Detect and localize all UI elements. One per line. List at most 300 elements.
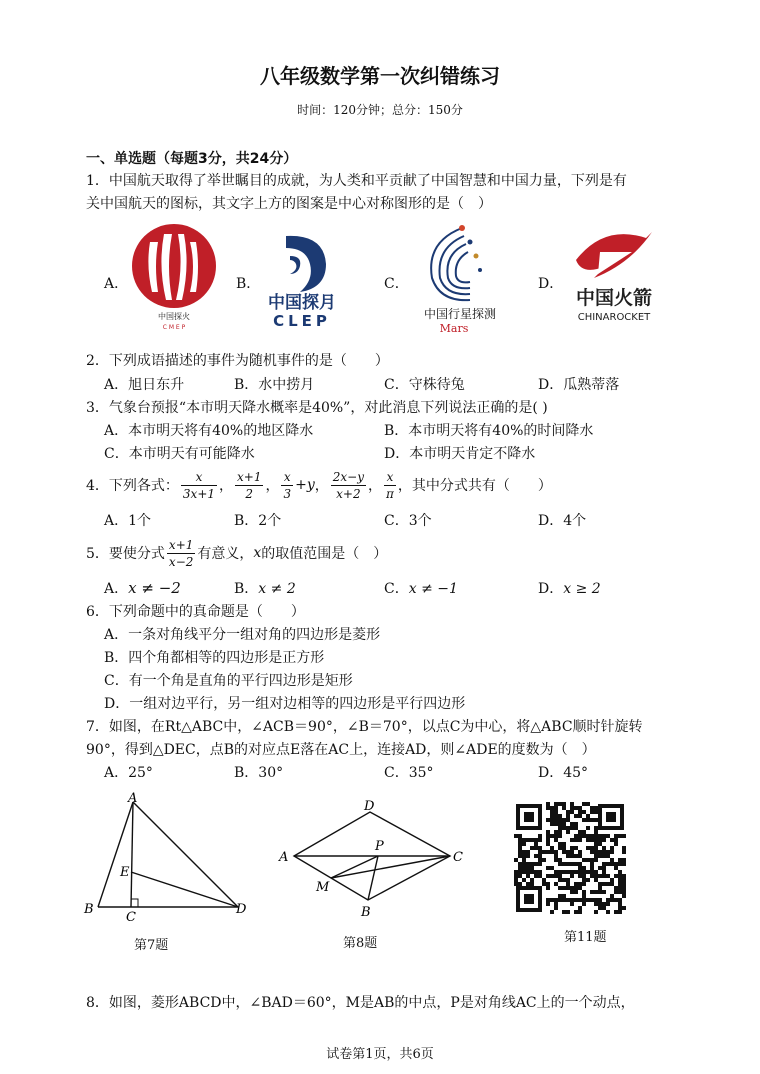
qr-module [550, 818, 554, 822]
qr-module [606, 862, 610, 866]
qr-module [590, 838, 594, 842]
qr-module [594, 902, 598, 906]
fig7-segment-ab [98, 802, 133, 907]
qr-module [610, 862, 614, 866]
qr-module [566, 830, 570, 834]
q2-stem: 2．下列成语描述的事件为随机事件的是（ ） [86, 353, 389, 369]
qr-module [590, 850, 594, 854]
q1-option-b: B． [236, 276, 261, 292]
qr-module [554, 822, 558, 826]
section-heading: 一、单选题（每题3分，共24分） [86, 151, 298, 167]
qr-module [594, 910, 598, 914]
qr-module [598, 890, 602, 894]
qr-module [566, 878, 570, 882]
qr-module [566, 886, 570, 890]
q3-option-b: B．本市明天将有40%的时间降水 [384, 423, 594, 439]
q6-option-c: C．有一个角是直角的平行四边形是矩形 [104, 673, 353, 689]
qr-module [594, 874, 598, 878]
fig8-segment-mc [331, 856, 450, 878]
qr-module [602, 890, 606, 894]
q5-mid: 有意义， [197, 546, 254, 562]
qr-module [518, 838, 522, 842]
qr-module [574, 854, 578, 858]
q7-option-c: C．35° [384, 765, 434, 781]
qr-module [622, 862, 626, 866]
qr-module [550, 822, 554, 826]
qr-module [618, 890, 622, 894]
qr-module [610, 898, 614, 902]
qr-module [590, 810, 594, 814]
qr-module [570, 854, 574, 858]
qr-module [578, 834, 582, 838]
q6-option-b: B．四个角都相等的四边形是正方形 [104, 650, 325, 666]
qr-module [546, 874, 550, 878]
qr-module [578, 886, 582, 890]
qr-module [538, 834, 542, 838]
qr-module [550, 846, 554, 850]
qr-module [554, 850, 558, 854]
qr-module [534, 870, 538, 874]
qr-module [590, 858, 594, 862]
qr-module [574, 870, 578, 874]
qr-module [562, 822, 566, 826]
qr-module [578, 910, 582, 914]
qr-module [534, 854, 538, 858]
qr-module [562, 886, 566, 890]
qr-module [590, 862, 594, 866]
qr-module [570, 902, 574, 906]
qr-module [558, 826, 562, 830]
qr-module [574, 838, 578, 842]
qr-module [554, 806, 558, 810]
qr-module [590, 846, 594, 850]
qr-module [574, 882, 578, 886]
qr-module [514, 874, 518, 878]
qr-module [546, 838, 550, 842]
qr-module [522, 854, 526, 858]
fig7-label-a: A [128, 791, 138, 806]
logo-china-rocket [560, 230, 670, 326]
qr-module [542, 882, 546, 886]
qr-module [582, 890, 586, 894]
qr-module [574, 822, 578, 826]
qr-module [594, 842, 598, 846]
qr-module [562, 826, 566, 830]
fig7-segment-ad [133, 802, 238, 907]
qr-module [518, 834, 522, 838]
qr-module [550, 810, 554, 814]
fig7-label-e: E [120, 865, 130, 880]
qr-module [570, 862, 574, 866]
qr-module [574, 890, 578, 894]
q6-option-d: D．一组对边平行，另一组对边相等的四边形是平行四边形 [104, 696, 466, 712]
logo-a-subtext: C M E P [162, 324, 186, 331]
qr-module [518, 874, 522, 878]
qr-module [578, 838, 582, 842]
qr-module [590, 806, 594, 810]
qr-module [598, 886, 602, 890]
qr-module [566, 814, 570, 818]
qr-module [546, 818, 550, 822]
qr-module [546, 898, 550, 902]
q4-fraction-4: $\frac{2x-y}{x+2}$ [332, 469, 365, 501]
qr-module [594, 890, 598, 894]
qr-module [582, 898, 586, 902]
qr-module [586, 826, 590, 830]
q2-option-c: C．守株待兔 [384, 377, 465, 393]
qr-module [518, 842, 522, 846]
qr-module [602, 834, 606, 838]
qr-module [562, 842, 566, 846]
qr-module [518, 854, 522, 858]
qr-module [550, 806, 554, 810]
figure-7 [78, 790, 258, 925]
q5-variable: x [253, 545, 262, 561]
qr-module [574, 898, 578, 902]
q4-option-c: C．3个 [384, 513, 432, 529]
qr-module [554, 810, 558, 814]
qr-module [566, 854, 570, 858]
qr-module [622, 890, 626, 894]
qr-module [582, 818, 586, 822]
page-footer: 试卷第1页，共6页 [326, 1047, 434, 1062]
qr-module [570, 822, 574, 826]
qr-module [590, 898, 594, 902]
qr-module [614, 834, 618, 838]
qr-module [598, 882, 602, 886]
qr-module [610, 858, 614, 862]
qr-module [534, 874, 538, 878]
qr-module [526, 870, 530, 874]
qr-module [622, 846, 626, 850]
fig7-label-d: D [236, 902, 247, 917]
qr-module [534, 862, 538, 866]
qr-module [570, 870, 574, 874]
qr-module [562, 862, 566, 866]
qr-module [570, 806, 574, 810]
qr-module [594, 806, 598, 810]
qr-module [562, 898, 566, 902]
qr-module [574, 806, 578, 810]
q3-option-a: A．本市明天将有40%的地区降水 [104, 423, 314, 439]
q4-fraction-1: $\frac{x}{3x+1}$ [182, 469, 216, 501]
qr-module [558, 870, 562, 874]
qr-module [570, 810, 574, 814]
qr-module [518, 850, 522, 854]
qr-module [554, 874, 558, 878]
qr-module [554, 834, 558, 838]
fig8-label-m: M [316, 880, 330, 895]
qr-module [526, 866, 530, 870]
figure-11-qr-code [514, 802, 626, 914]
qr-module [578, 814, 582, 818]
q7-option-b: B．30° [234, 765, 284, 781]
qr-module [622, 894, 626, 898]
qr-module [522, 838, 526, 842]
qr-module [606, 854, 610, 858]
qr-module [594, 854, 598, 858]
fig8-label-a: A [279, 850, 289, 865]
qr-module [514, 870, 518, 874]
qr-module [534, 842, 538, 846]
fig7-segment-ac [131, 802, 133, 907]
qr-module [602, 862, 606, 866]
fig7-label-b: B [84, 902, 94, 917]
qr-module [582, 830, 586, 834]
qr-module [602, 846, 606, 850]
qr-module [618, 910, 622, 914]
qr-module [578, 898, 582, 902]
q1-option-d: D． [538, 276, 564, 292]
qr-module [518, 870, 522, 874]
qr-module [614, 890, 618, 894]
qr-module [622, 886, 626, 890]
qr-module [554, 802, 558, 806]
qr-module [566, 910, 570, 914]
qr-module [558, 846, 562, 850]
qr-module [562, 910, 566, 914]
qr-module [590, 834, 594, 838]
qr-module [538, 854, 542, 858]
qr-module [594, 826, 598, 830]
qr-module [554, 814, 558, 818]
qr-module [602, 838, 606, 842]
qr-module [514, 878, 518, 882]
qr-module [514, 834, 518, 838]
q7-stem-line2: 90°，得到△DEC，点B的对应点E落在AC上，连接AD，则∠ADE的度数为（ ） [86, 742, 596, 758]
q2-option-d: D．瓜熟蒂落 [538, 377, 620, 393]
qr-module [610, 882, 614, 886]
qr-module [530, 878, 534, 882]
qr-module [618, 858, 622, 862]
qr-module [622, 906, 626, 910]
fig11-caption: 第11题 [564, 930, 607, 945]
qr-module [594, 834, 598, 838]
qr-module [582, 810, 586, 814]
qr-module [530, 846, 534, 850]
qr-module [538, 858, 542, 862]
qr-module [546, 806, 550, 810]
qr-module [594, 878, 598, 882]
qr-module [566, 870, 570, 874]
qr-module [550, 874, 554, 878]
qr-module [546, 850, 550, 854]
qr-module [582, 874, 586, 878]
q5-fraction: $\frac{x+1}{x-2}$ [168, 537, 194, 569]
qr-module [606, 874, 610, 878]
qr-module [558, 862, 562, 866]
qr-module [558, 822, 562, 826]
q5-option-d: D．x ≥ 2 [538, 581, 601, 597]
logo-b-subtext: CLEP [273, 312, 331, 330]
qr-module [546, 842, 550, 846]
qr-module [570, 846, 574, 850]
fig7-segment-ed [131, 872, 238, 907]
q8-stem-line1: 8．如图，菱形ABCD中，∠BAD＝60°，M是AB的中点，P是对角线AC上的一个动点， [86, 995, 635, 1011]
qr-module [526, 854, 530, 858]
qr-module [582, 894, 586, 898]
qr-module [570, 850, 574, 854]
qr-module [538, 870, 542, 874]
qr-module [546, 834, 550, 838]
qr-module [538, 838, 542, 842]
qr-module [614, 874, 618, 878]
qr-module [550, 910, 554, 914]
qr-module [606, 910, 610, 914]
qr-module [590, 866, 594, 870]
qr-module [562, 806, 566, 810]
qr-module [558, 898, 562, 902]
q3-stem: 3．气象台预报“本市明天降水概率是40%”，对此消息下列说法正确的是( ) [86, 400, 548, 416]
qr-module [598, 842, 602, 846]
qr-module [574, 862, 578, 866]
qr-module [574, 886, 578, 890]
qr-module [558, 858, 562, 862]
qr-module [562, 850, 566, 854]
qr-module [514, 882, 518, 886]
qr-module [582, 802, 586, 806]
qr-module [586, 814, 590, 818]
qr-module [554, 902, 558, 906]
qr-module [586, 818, 590, 822]
q4-fraction-3: $\frac{x}{3}$ [283, 469, 292, 501]
qr-module [618, 898, 622, 902]
qr-module [534, 838, 538, 842]
qr-module [586, 898, 590, 902]
qr-module [554, 898, 558, 902]
qr-module [610, 894, 614, 898]
qr-module [582, 858, 586, 862]
qr-module [522, 878, 526, 882]
qr-module [574, 826, 578, 830]
qr-module [618, 834, 622, 838]
qr-module [602, 906, 606, 910]
qr-module [582, 882, 586, 886]
q5-suffix: 的取值范围是（ ） [261, 546, 388, 562]
qr-module [534, 846, 538, 850]
qr-module [582, 902, 586, 906]
qr-module [538, 874, 542, 878]
q7-option-a: A．25° [104, 765, 153, 781]
q5-option-c: C．x ≠ −1 [384, 581, 458, 597]
qr-module [562, 846, 566, 850]
logo-china-lunar-exploration [254, 230, 354, 330]
qr-module [582, 870, 586, 874]
q1-option-c: C． [384, 276, 409, 292]
page-title: 八年级数学第一次纠错练习 [260, 64, 500, 88]
logo-d-text: 中国火箭 [575, 287, 653, 309]
qr-module [570, 838, 574, 842]
qr-module [602, 854, 606, 858]
qr-module [514, 858, 518, 862]
qr-module [570, 826, 574, 830]
qr-module [570, 890, 574, 894]
logo-c-text: 中国行星探测 [423, 307, 497, 321]
qr-module [566, 850, 570, 854]
q5-prefix: 5．要使分式 [86, 546, 165, 562]
q1-stem-line2: 关中国航天的图标，其文字上方的图案是中心对称图形的是（ ） [86, 196, 492, 212]
qr-module [562, 894, 566, 898]
qr-module [566, 810, 570, 814]
qr-module [526, 850, 530, 854]
qr-module [566, 818, 570, 822]
qr-module [602, 850, 606, 854]
q7-option-d: D．45° [538, 765, 589, 781]
qr-module [594, 846, 598, 850]
qr-module [622, 874, 626, 878]
qr-module [598, 874, 602, 878]
qr-module [590, 870, 594, 874]
qr-module [594, 818, 598, 822]
qr-module [602, 874, 606, 878]
qr-module [594, 850, 598, 854]
qr-module [546, 882, 550, 886]
qr-module [546, 866, 550, 870]
fig8-label-d: D [364, 799, 375, 814]
fig8-label-b: B [361, 905, 371, 920]
qr-module [598, 902, 602, 906]
qr-module [590, 874, 594, 878]
qr-module [606, 902, 610, 906]
qr-module [570, 898, 574, 902]
qr-module [558, 894, 562, 898]
qr-module [538, 850, 542, 854]
qr-module [622, 858, 626, 862]
qr-module [522, 842, 526, 846]
qr-module [610, 846, 614, 850]
fig8-caption: 第8题 [343, 936, 378, 951]
qr-module [558, 814, 562, 818]
qr-module [590, 818, 594, 822]
qr-module [554, 882, 558, 886]
fig8-label-p: P [375, 839, 384, 854]
q2-option-a: A．旭日东升 [104, 377, 185, 393]
q7-stem-line1: 7．如图，在Rt△ABC中，∠ACB＝90°，∠B＝70°，以点C为中心，将△ABC顺时针旋转 [86, 719, 643, 735]
qr-module [518, 862, 522, 866]
qr-module [550, 834, 554, 838]
logo-d-subtext: CHINAROCKET [577, 312, 651, 323]
qr-module [538, 846, 542, 850]
qr-module [554, 830, 558, 834]
fig8-segment-mp [331, 856, 378, 878]
qr-module [602, 882, 606, 886]
qr-module [618, 874, 622, 878]
qr-module [598, 866, 602, 870]
qr-module [594, 898, 598, 902]
qr-module [598, 838, 602, 842]
qr-module [614, 838, 618, 842]
qr-module [530, 866, 534, 870]
qr-module [606, 898, 610, 902]
figure-8 [274, 792, 474, 922]
qr-module [578, 866, 582, 870]
qr-module [598, 898, 602, 902]
qr-module [618, 882, 622, 886]
q4-option-a: A．1个 [104, 513, 152, 529]
qr-module [578, 806, 582, 810]
qr-module [530, 862, 534, 866]
qr-module [570, 874, 574, 878]
q6-option-a: A．一条对角线平分一组对角的四边形是菱形 [104, 627, 381, 643]
qr-module [518, 882, 522, 886]
qr-module [618, 878, 622, 882]
qr-module [598, 834, 602, 838]
qr-module [522, 862, 526, 866]
qr-module [618, 906, 622, 910]
qr-module [594, 870, 598, 874]
logo-china-mars-exploration [128, 222, 220, 332]
qr-module [518, 846, 522, 850]
